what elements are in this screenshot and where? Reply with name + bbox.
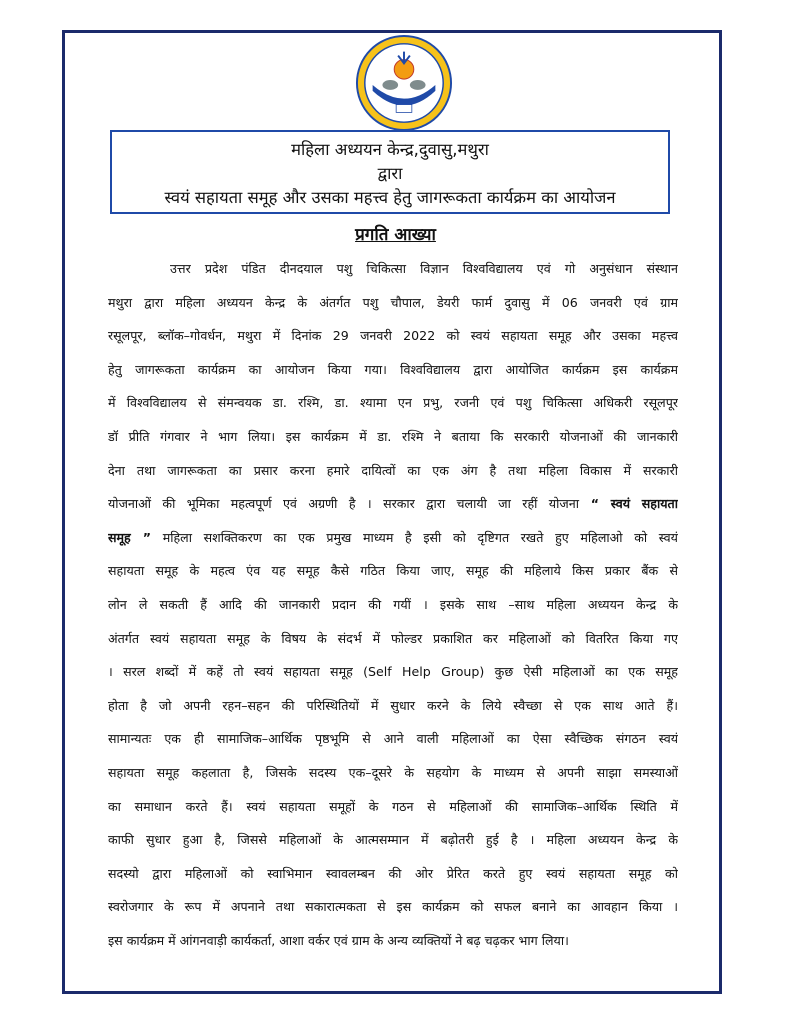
report-title: प्रगति आख्या <box>355 225 436 245</box>
body-line: रसूलपूर, ब्लॉक–गोवर्धन, मथुरा में दिनांक 29 जनवरी 2022 को स्वयं सहायता समूह और उसका महत्त्व <box>108 328 678 344</box>
header-line-1: महिला अध्ययन केन्द्र,दुवासु,मथुरा <box>291 140 489 159</box>
body-text: महिला सशक्तिकरण का एक प्रमुख माध्यम है इसी को दृष्टिगत रखते हुए महिलाओ को स्वयं <box>151 529 678 545</box>
body-line: देना तथा जागरूकता का प्रसार करना हमारे दायित्वों का एक अंग है तथा महिला विकास में सरकारी <box>108 462 678 478</box>
body-bold-text: “ स्वयं सहायता <box>578 496 678 512</box>
body-line <box>108 521 678 555</box>
body-line: डॉ प्रीति गंगवार ने भाग लिया। इस कार्यक्रम में डा. रश्मि ने बताया कि सरकारी योजनाओं की जानकारी <box>108 428 678 444</box>
body-line: लोन ले सकती हैं आदि की जानकारी प्रदान की गयीं । इसके साथ –साथ महिला अध्ययन केन्द्र के <box>108 596 678 612</box>
header-line-3: स्वयं सहायता समूह और उसका महत्त्व हेतु जागरूकता कार्यक्रम का आयोजन <box>164 188 616 207</box>
body-line: उत्तर प्रदेश पंडित दीनदयाल पशु चिकित्सा विज्ञान विश्वविद्यालय एवं गो अनुसंधान संस्थान <box>170 261 678 276</box>
body-text: योजनाओं की भूमिका महत्वपूर्ण एवं अग्रणी है । सरकार द्वारा चलायी जा रहीं योजना <box>108 496 579 512</box>
body-line: अंतर्गत स्वयं सहायता समूह के विषय के संदर्भ में फोल्डर प्रकाशित कर महिलाओं को वितरित किया गए <box>108 630 678 646</box>
body-line: सामान्यतः एक ही सामाजिक–आर्थिक पृष्ठभूमि से आने वाली महिलाओं का ऐसा स्वैच्छिक संगठन स्वयं <box>108 731 678 747</box>
body-line: । सरल शब्दों में कहें तो स्वयं सहायता समूह (Self Help Group) कुछ ऐसी महिलाओं का एक समूह <box>108 664 678 680</box>
body-line: का समाधान करते हैं। स्वयं सहायता समूहों के गठन से महिलाओं की सामाजिक–आर्थिक स्थिति में <box>108 798 678 814</box>
body-line: सदस्यो द्वारा महिलाओं को स्वाभिमान स्वावलम्बन की ओर प्रेरित करते हुए स्वयं सहायता समूह को <box>108 865 678 881</box>
body-bold-text: समूह ” <box>108 529 152 545</box>
body-line: इस कार्यक्रम में आंगनवाड़ी कार्यकर्ता, आशा वर्कर एवं ग्राम के अन्य व्यक्तियों ने बढ़ चढ़कर भाग लिया। <box>108 932 569 948</box>
body-line: मथुरा द्वारा महिला अध्ययन केन्द्र के अंतर्गत पशु चौपाल, डेयरी फार्म दुवासु में 06 जनवरी एवं ग्राम <box>108 294 678 310</box>
body-line: हेतु जागरूकता कार्यक्रम का आयोजन किया गया। विश्वविद्यालय द्वारा आयोजित कार्यक्रम इस कार्यक्रम <box>108 361 678 377</box>
body-line: सहायता समूह कहलाता है, जिसके सदस्य एक–दूसरे के सहयोग के माध्यम से अपनी साझा समस्याओं <box>108 764 678 780</box>
header-line-2: द्वारा <box>377 164 403 183</box>
body-line: में विश्वविद्यालय से संमन्वयक डा. रश्मि, डा. श्यामा एन प्रभु, रजनी एवं पशु चिकित्सा अधिकरी रसूलपूर <box>108 395 678 411</box>
body-line: स्वरोजगार के रूप में अपनाने तथा सकारात्मकता से इस कार्यक्रम को सफल बनाने का आवहान किया । <box>108 899 678 915</box>
body-line: होता है जो अपनी रहन–सहन की परिस्थितियों में सुधार करने के लिये स्वैच्छा से एक साथ आते हैं। <box>108 697 678 713</box>
body-line: सहायता समूह के महत्व एंव यह समूह कैसे गठित किया जाए, समूह की महिलाये किस प्रकार बैंक से <box>108 563 678 579</box>
body-line <box>108 487 678 521</box>
body-line: काफी सुधार हुआ है, जिससे महिलाओं के आत्मसम्मान में बढ़ोतरी हुई है । महिला अध्ययन केन्द्र के <box>108 832 678 848</box>
university-seal-icon <box>355 34 453 132</box>
report-body <box>108 252 678 957</box>
header-box <box>110 130 670 214</box>
